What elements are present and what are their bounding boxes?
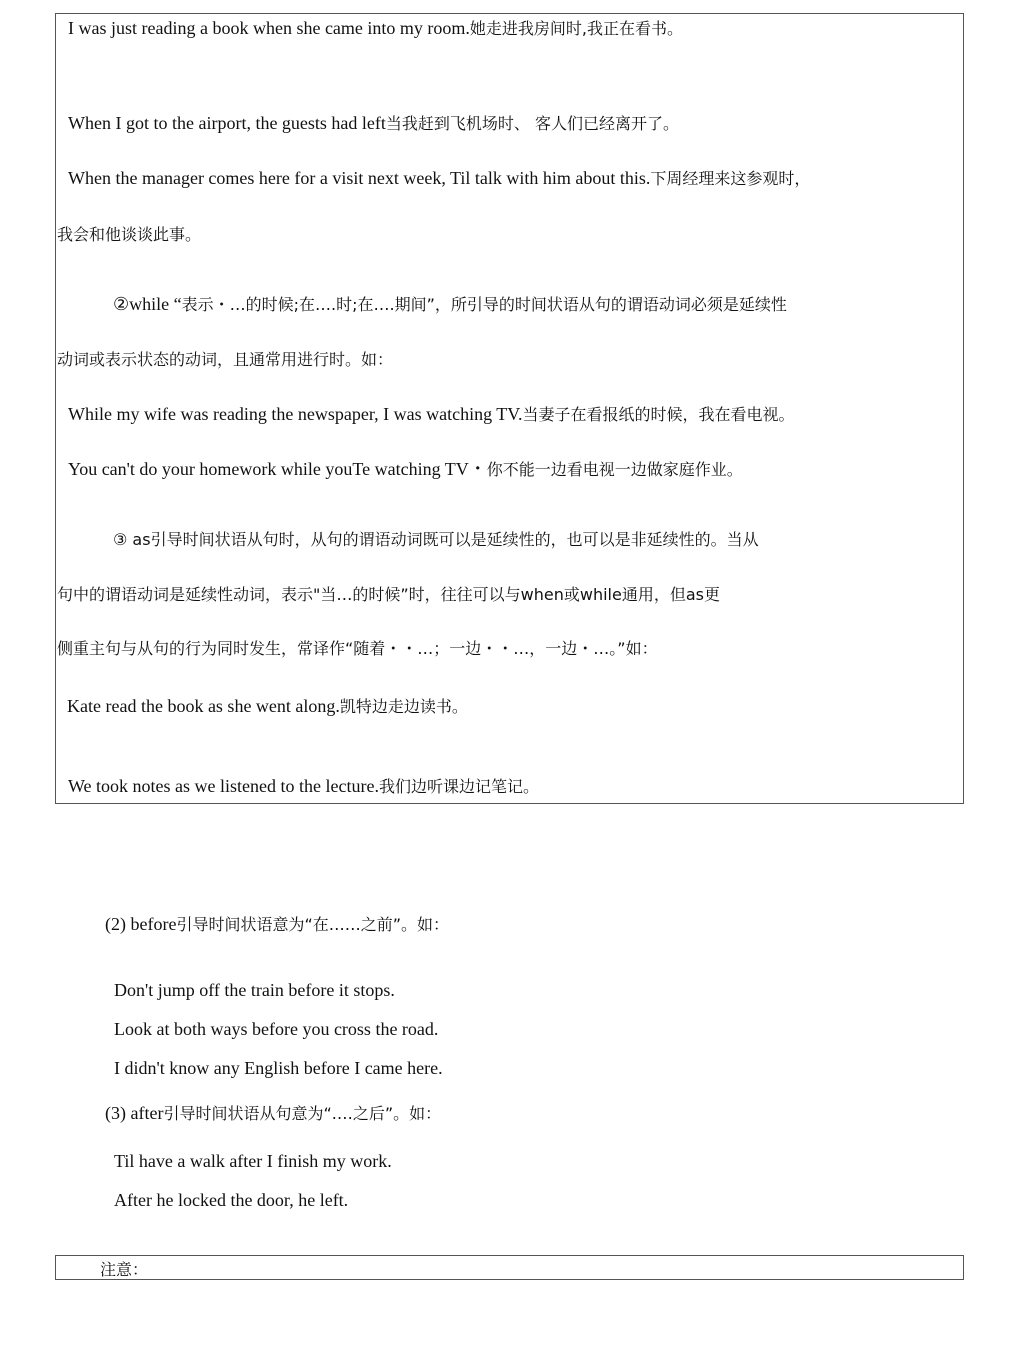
box-line-3 xyxy=(68,166,810,191)
after-example-2: After he locked the door, he left. xyxy=(114,1190,349,1210)
before-example-2: Look at both ways before you cross the road. xyxy=(114,1019,439,1039)
box-line-2 xyxy=(68,111,679,136)
english-text: When I got to the airport, the guests had left xyxy=(68,113,386,133)
chinese-text: 她走进我房间时,我正在看书。 xyxy=(469,19,683,38)
chinese-text: 动词或表示状态的动词，且通常用进行时。如： xyxy=(57,350,394,369)
chinese-text: 句中的谓语动词是延续性动词，表示"当…的时候”时，往往可以与when或while通用，但as更 xyxy=(57,585,720,604)
before-heading xyxy=(105,912,449,937)
chinese-text: 当我赶到飞机场时、 客人们已经离开了。 xyxy=(385,114,680,133)
heading-english: (3) after xyxy=(105,1103,164,1123)
english-text: While my wife was reading the newspaper, I was watching TV. xyxy=(68,404,523,424)
chinese-text: 侧重主句与从句的行为同时发生，常译作“随着・・…；一边・・…，一边・…。”如： xyxy=(57,639,658,658)
box-line-9 xyxy=(113,527,759,552)
chinese-text: 表示・…的时候;在….时;在….期间”，所引导的时间状语从句的谓语动词必须是延续性 xyxy=(181,295,787,314)
english-text: Kate read the book as she went along. xyxy=(67,696,340,716)
before-example-3: I didn't know any English before I came here. xyxy=(114,1058,443,1078)
box-line-13 xyxy=(68,774,539,799)
box-line-12 xyxy=(67,694,468,719)
english-text: When the manager comes here for a visit next week, Til talk with him about this. xyxy=(68,168,651,188)
english-text: You can't do your homework while youTe watching TV・ xyxy=(68,459,487,479)
heading-chinese: 引导时间状语意为“在……之前”。如： xyxy=(176,915,450,934)
after-heading xyxy=(105,1101,441,1126)
chinese-text: 当妻子在看报纸的时候，我在看电视。 xyxy=(522,405,795,424)
english-text: I was just reading a book when she came into my room. xyxy=(68,18,470,38)
heading-chinese: 引导时间状语从句意为“.…之后”。如： xyxy=(163,1104,442,1123)
english-text: ②while “ xyxy=(113,294,182,314)
box-line-6 xyxy=(57,347,393,372)
after-example-1: Til have a walk after I finish my work. xyxy=(114,1151,392,1171)
box-line-1 xyxy=(68,16,683,41)
note-label: 注意： xyxy=(100,1260,149,1279)
chinese-text: 凯特边走边读书。 xyxy=(339,697,468,716)
chinese-text: 我们边听课边记笔记。 xyxy=(378,777,539,796)
chinese-text: 我会和他谈谈此事。 xyxy=(57,225,202,244)
box-line-5 xyxy=(113,292,787,317)
box-line-10 xyxy=(57,582,720,607)
chinese-text: 你不能一边看电视一边做家庭作业。 xyxy=(486,460,743,479)
before-example-1: Don't jump off the train before it stops. xyxy=(114,980,395,1000)
note-box xyxy=(55,1255,964,1280)
box-line-11 xyxy=(57,636,658,661)
heading-english: (2) before xyxy=(105,914,177,934)
chinese-text: 下周经理来这参观时， xyxy=(650,169,811,188)
chinese-text: ③ as引导时间状语从句时，从句的谓语动词既可以是延续性的，也可以是非延续性的。当从 xyxy=(113,530,759,549)
box-line-4 xyxy=(57,222,201,247)
box-line-8 xyxy=(68,457,743,482)
box-line-7 xyxy=(68,402,795,427)
english-text: We took notes as we listened to the lecture. xyxy=(68,776,379,796)
